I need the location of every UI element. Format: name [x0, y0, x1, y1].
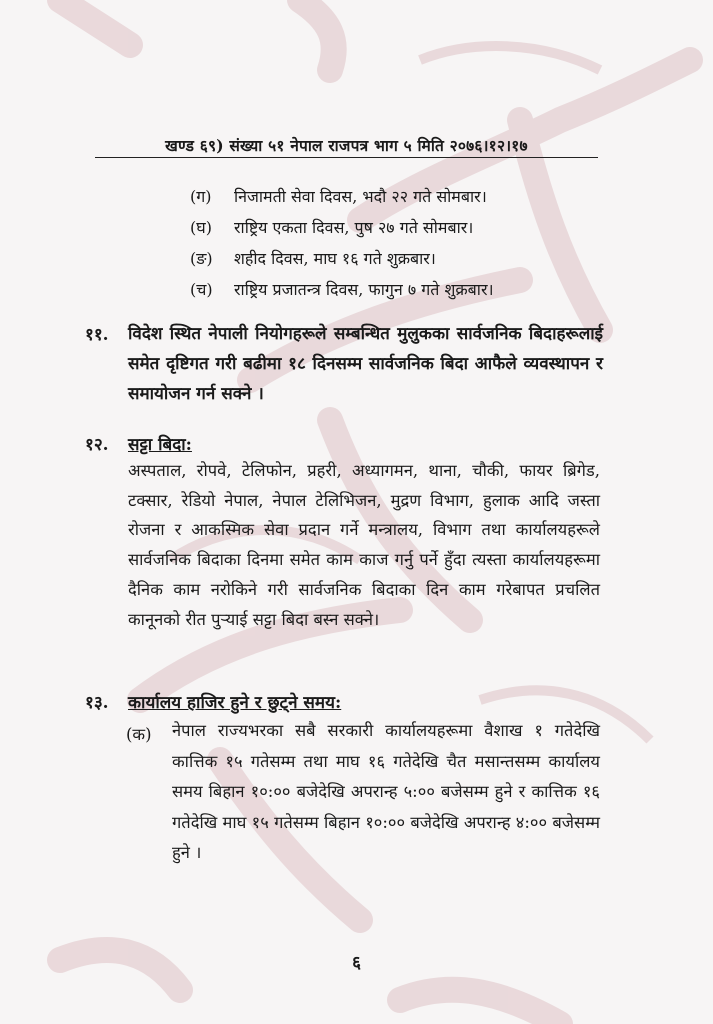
section-title: कार्यालय हाजिर हुने र छुट्ने समय: [128, 693, 342, 713]
list-item-label: (घ) [190, 217, 212, 237]
list-item [190, 242, 610, 273]
section-11 [85, 322, 615, 422]
list-item-text: राष्ट्रिय एकता दिवस, पुष २७ गते सोमबार। [234, 217, 474, 237]
list-item-label: (च) [190, 279, 213, 299]
list-item-text: निजामती सेवा दिवस, भदौ २२ गते सोमबार। [234, 186, 487, 206]
section-number: १३. [85, 693, 109, 713]
subsection-label: (क) [126, 725, 152, 744]
holiday-sublist [190, 180, 610, 304]
section-number: १२. [85, 435, 109, 455]
list-item-text: राष्ट्रिय प्रजातन्त्र दिवस, फागुन ७ गते शुक्रबार। [234, 279, 494, 299]
subsection-text: नेपाल राज्यभरका सबै सरकारी कार्यालयहरूमा वैशाख १ गतेदेखि कात्तिक १५ गतेसम्म तथा माघ १६ गतेदेखि चैत मसान्तसम्म कार्यालय समय बिहान १०:०० बजेदेखि अपरान्ह ५:०० बजेसम्म हुने र कात्तिक १६ गतेदेखि माघ १५ गतेसम्म बिहान १०:०० बजेदेखि अपरान्ह ४:०० बजेसम्म हुने । [172, 721, 600, 862]
page-number: ६ [352, 953, 361, 973]
list-item [190, 273, 610, 304]
section-title: सट्टा बिदा: [128, 435, 192, 455]
gazette-header: खण्ड ६९) संख्या ५१ नेपाल राजपत्र भाग ५ मिति २०७६।१२।१७ [165, 136, 528, 155]
header-divider [95, 157, 598, 158]
list-item-label: (ग) [190, 186, 212, 206]
list-item-text: शहीद दिवस, माघ १६ गते शुक्रबार। [234, 248, 436, 268]
section-text: विदेश स्थित नेपाली नियोगहरूले सम्बन्धित मुलुकका सार्वजनिक बिदाहरूलाई समेत दृष्टिगत गरी बढीमा १८ दिनसम्म सार्वजनिक बिदा आफैले व्यवस्थापन र समायोजन गर्न सक्ने । [128, 324, 603, 404]
list-item-label: (ङ) [190, 248, 213, 268]
list-item [190, 211, 610, 242]
list-item [190, 180, 610, 211]
section-12-text: अस्पताल, रोपवे, टेलिफोन, प्रहरी, अध्यागमन, थाना, चौकी, फायर ब्रिगेड, टक्सार, रेडियो नेपाल, नेपाल टेलिभिजन, मुद्रण विभाग, हुलाक आदि जस्ता रोजना र आकस्मिक सेवा प्रदान गर्ने मन्त्रालय, विभाग तथा कार्यालयहरूले सार्वजनिक बिदाका दिनमा समेत काम काज गर्नु पर्ने हुँदा त्यस्ता कार्यालयहरूमा दैनिक काम नरोकिने गरी सार्वजनिक बिदाका दिन काम गरेबापत प्रचलित कानूनको रीत पुऱ्याई सट्टा बिदा बस्न सक्ने। [128, 461, 600, 629]
section-number: ११. [85, 325, 109, 345]
